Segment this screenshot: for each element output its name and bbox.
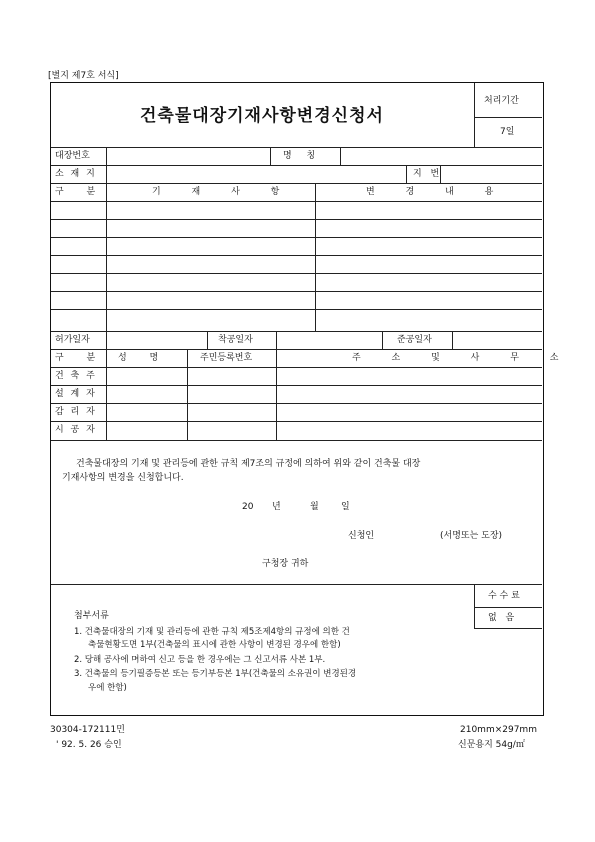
- role-supervisor: 감 리 자: [55, 407, 97, 417]
- processing-label: 처리기간: [484, 96, 519, 106]
- col-line: [452, 331, 453, 349]
- person-name-label: 성 명: [118, 353, 169, 363]
- completion-date-label: 준공일자: [397, 335, 432, 345]
- location-label: 소 재 지: [55, 169, 97, 179]
- col-line: [406, 165, 407, 183]
- resident-no-label: 주민등록번호: [200, 353, 253, 363]
- applicant-label: 신청인: [348, 531, 375, 541]
- role-owner: 건 축 주: [55, 371, 97, 381]
- col-line: [270, 147, 271, 165]
- row-line: [51, 421, 542, 422]
- col-line: [106, 349, 107, 440]
- row-line: [51, 201, 542, 202]
- row-line: [51, 165, 542, 166]
- processing-value: 7일: [500, 127, 515, 137]
- entries-header: 기 재 사 항: [152, 187, 294, 197]
- fee-label: 수 수 료: [488, 591, 520, 601]
- row-line: [51, 219, 542, 220]
- row-line: [51, 291, 542, 292]
- fee-value: 없 음: [488, 613, 518, 623]
- col-line: [187, 349, 188, 440]
- row-line: [51, 273, 542, 274]
- col-line: [106, 147, 107, 331]
- signature-label: (서명또는 도장): [440, 531, 503, 541]
- row-line: [51, 584, 542, 585]
- recipient-label: 구청장 귀하: [262, 559, 309, 569]
- registry-no-label: 대장번호: [55, 151, 90, 161]
- col-line: [106, 331, 107, 349]
- permit-date-label: 허가일자: [55, 335, 90, 345]
- row-line: [51, 147, 542, 148]
- processing-split: [474, 117, 542, 118]
- fee-divider: [474, 584, 475, 628]
- role-designer: 설 계 자: [55, 389, 97, 399]
- address-label: 주 소 및 사 무 소: [352, 353, 573, 363]
- attachments-heading: 첨부서류: [74, 611, 109, 621]
- date-month: 월: [310, 502, 319, 512]
- header-label: [별지 제7호 서식]: [48, 71, 119, 81]
- col-line: [276, 331, 277, 349]
- category-label: 구 분: [55, 187, 106, 197]
- footer-paper: 신문용지 54g/㎡: [458, 740, 525, 750]
- row-line: [51, 367, 542, 368]
- attachment-item: 축물현황도면 1부(건축물의 표시에 관한 사항이 변경된 경우에 한함): [88, 640, 341, 650]
- row-line: [51, 309, 542, 310]
- fee-split: [474, 607, 542, 608]
- row-line: [51, 255, 542, 256]
- attachment-item: 2. 당해 공사에 며하여 신고 등을 한 경우에는 그 신고서류 사본 1부.: [74, 655, 326, 665]
- name-label: 명 칭: [283, 151, 322, 161]
- attachment-item: 1. 건축물대장의 기재 및 관리등에 관한 규칙 제5조제4항의 규정에 의한 건: [74, 627, 350, 637]
- form-title: 건축물대장기재사항변경신청서: [140, 106, 384, 126]
- processing-divider: [474, 83, 475, 147]
- row-line: [51, 440, 542, 441]
- date-year: 년: [272, 502, 281, 512]
- fee-bottom: [474, 628, 542, 629]
- attachment-item: 3. 건축물의 등기필증등본 또는 등기부등본 1부(건축물의 소유권이 변경된경: [74, 669, 357, 679]
- statement-line1: 건축물대장의 기재 및 관리등에 관한 규칙 제7조의 규정에 의하여 위와 같이 건축물 대장: [76, 459, 421, 469]
- row-line: [51, 183, 542, 184]
- row-line: [51, 331, 542, 332]
- row-line: [51, 349, 542, 350]
- row-line: [51, 237, 542, 238]
- footer-approval: ' 92. 5. 26 승인: [56, 740, 122, 750]
- row-line: [51, 403, 542, 404]
- col-line: [315, 183, 316, 331]
- footer-size: 210mm×297mm: [460, 725, 537, 735]
- date-prefix: 20: [242, 502, 254, 512]
- col-line: [382, 331, 383, 349]
- lot-no-label: 지 번: [413, 169, 443, 179]
- footer-code: 30304-172111민: [50, 725, 125, 735]
- changes-header: 변 경 내 용: [366, 187, 508, 197]
- category2-label: 구 분: [55, 353, 106, 363]
- role-builder: 시 공 자: [55, 425, 97, 435]
- statement-line2: 기재사항의 변경을 신청합니다.: [62, 473, 184, 483]
- form-frame: [50, 82, 544, 716]
- date-day: 일: [341, 502, 350, 512]
- start-date-label: 착공일자: [218, 335, 253, 345]
- col-line: [276, 349, 277, 440]
- attachment-item: 우에 한함): [88, 683, 127, 693]
- col-line: [340, 147, 341, 165]
- row-line: [51, 385, 542, 386]
- col-line: [207, 331, 208, 349]
